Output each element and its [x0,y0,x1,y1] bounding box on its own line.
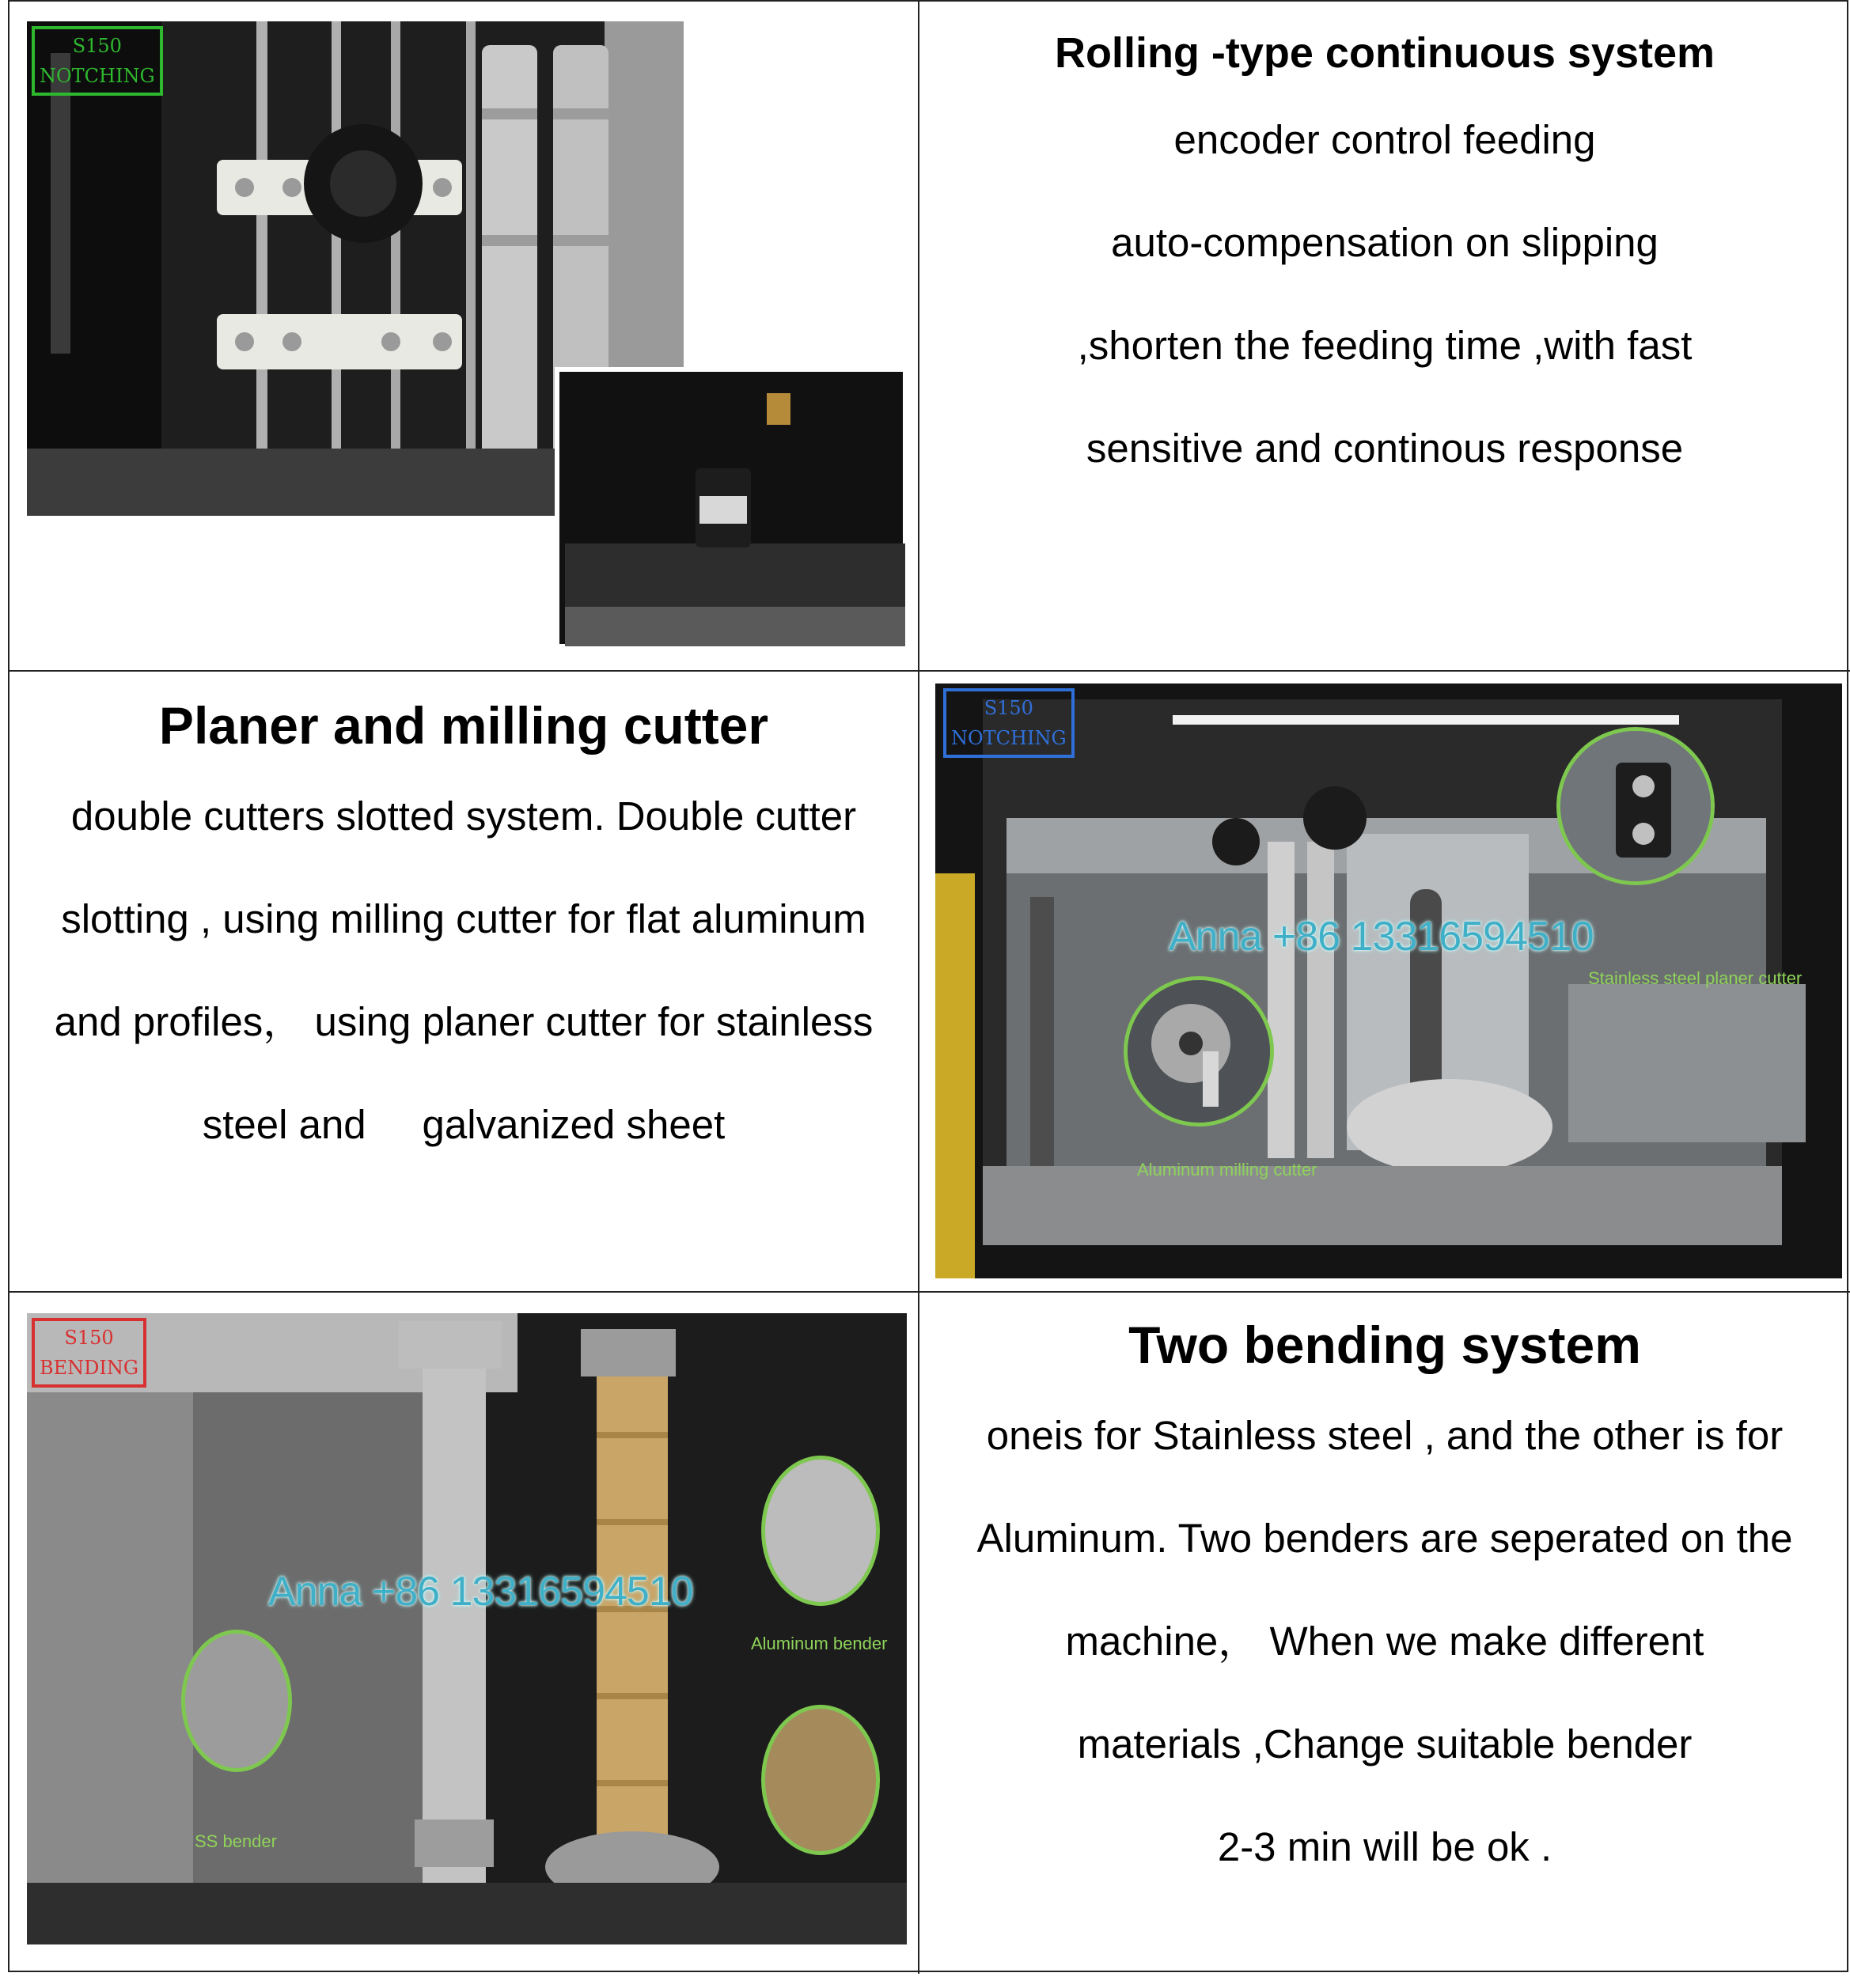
planer-cutter-zoom [1556,727,1715,885]
planer-milling-title: Planer and milling cutter [158,696,769,755]
ss-bender-zoom [181,1630,292,1772]
badge-function: NOTCHING [40,65,155,87]
model-badge [943,688,1075,758]
planer-cutter-detail [1560,731,1711,881]
bending-system-description [919,1305,1850,1899]
rolling-line-4: sensitive and continous response [1086,426,1684,471]
milling-cutter-label: Aluminum milling cutter [1137,1160,1317,1180]
aluminum-bender-zoom [761,1456,880,1606]
milling-cutter-zoom [1124,976,1274,1127]
bending-line-1: oneis for Stainless steel , and the other is for [986,1413,1784,1458]
planer-line-3: and profiles， using planer cutter for stainless [54,999,874,1044]
bending-system-photo [27,1313,907,1944]
bending-line-5: 2-3 min will be ok . [1217,1824,1552,1869]
rolling-line-3: ,shorten the feeding time ,with fast [1077,323,1693,368]
rolling-line-2: auto-compensation on slipping [1111,220,1659,265]
planer-cutter-label: Stainless steel planer cutter [1588,968,1803,988]
contact-watermark: Anna +86 13316594510 [268,1569,693,1615]
badge-model: S150 [72,35,122,57]
badge-function: NOTCHING [951,727,1067,749]
bending-system-title: Two bending system [1128,1316,1641,1374]
rolling-machine-illustration [27,21,905,646]
row-divider [9,670,1850,672]
badge-model: S150 [64,1327,114,1349]
row-divider [9,1291,1850,1293]
badge-model: S150 [984,697,1033,719]
rolling-line-1: encoder control feeding [1173,117,1596,162]
planer-milling-description [9,686,918,1176]
rolling-system-title: Rolling -type continuous system [1054,29,1715,77]
ss-bender-label: SS bender [195,1831,277,1851]
contact-watermark: Anna +86 13316594510 [1169,914,1594,960]
bending-line-4: materials ,Change suitable bender [1077,1721,1693,1766]
bending-line-3: machine， When we make different [1065,1619,1704,1664]
planer-line-4: steel and galvanized sheet [202,1102,726,1147]
model-badge [32,26,163,96]
product-feature-table [8,0,1848,1972]
rolling-system-description [919,17,1850,500]
model-badge [32,1318,146,1388]
rolling-system-photo [27,21,905,646]
bending-line-2: Aluminum. Two benders are seperated on the [976,1516,1793,1561]
bending-machine-illustration [27,1313,907,1944]
planer-line-1: double cutters slotted system. Double cutter [70,793,857,839]
planer-line-2: slotting , using milling cutter for flat aluminum [61,896,866,941]
aluminum-bender-label: Aluminum bender [751,1634,888,1653]
notching-cutter-photo [935,683,1842,1278]
milling-cutter-detail [1128,980,1270,1123]
badge-function: BENDING [40,1357,139,1379]
aluminum-bender-zoom-2 [761,1705,880,1855]
